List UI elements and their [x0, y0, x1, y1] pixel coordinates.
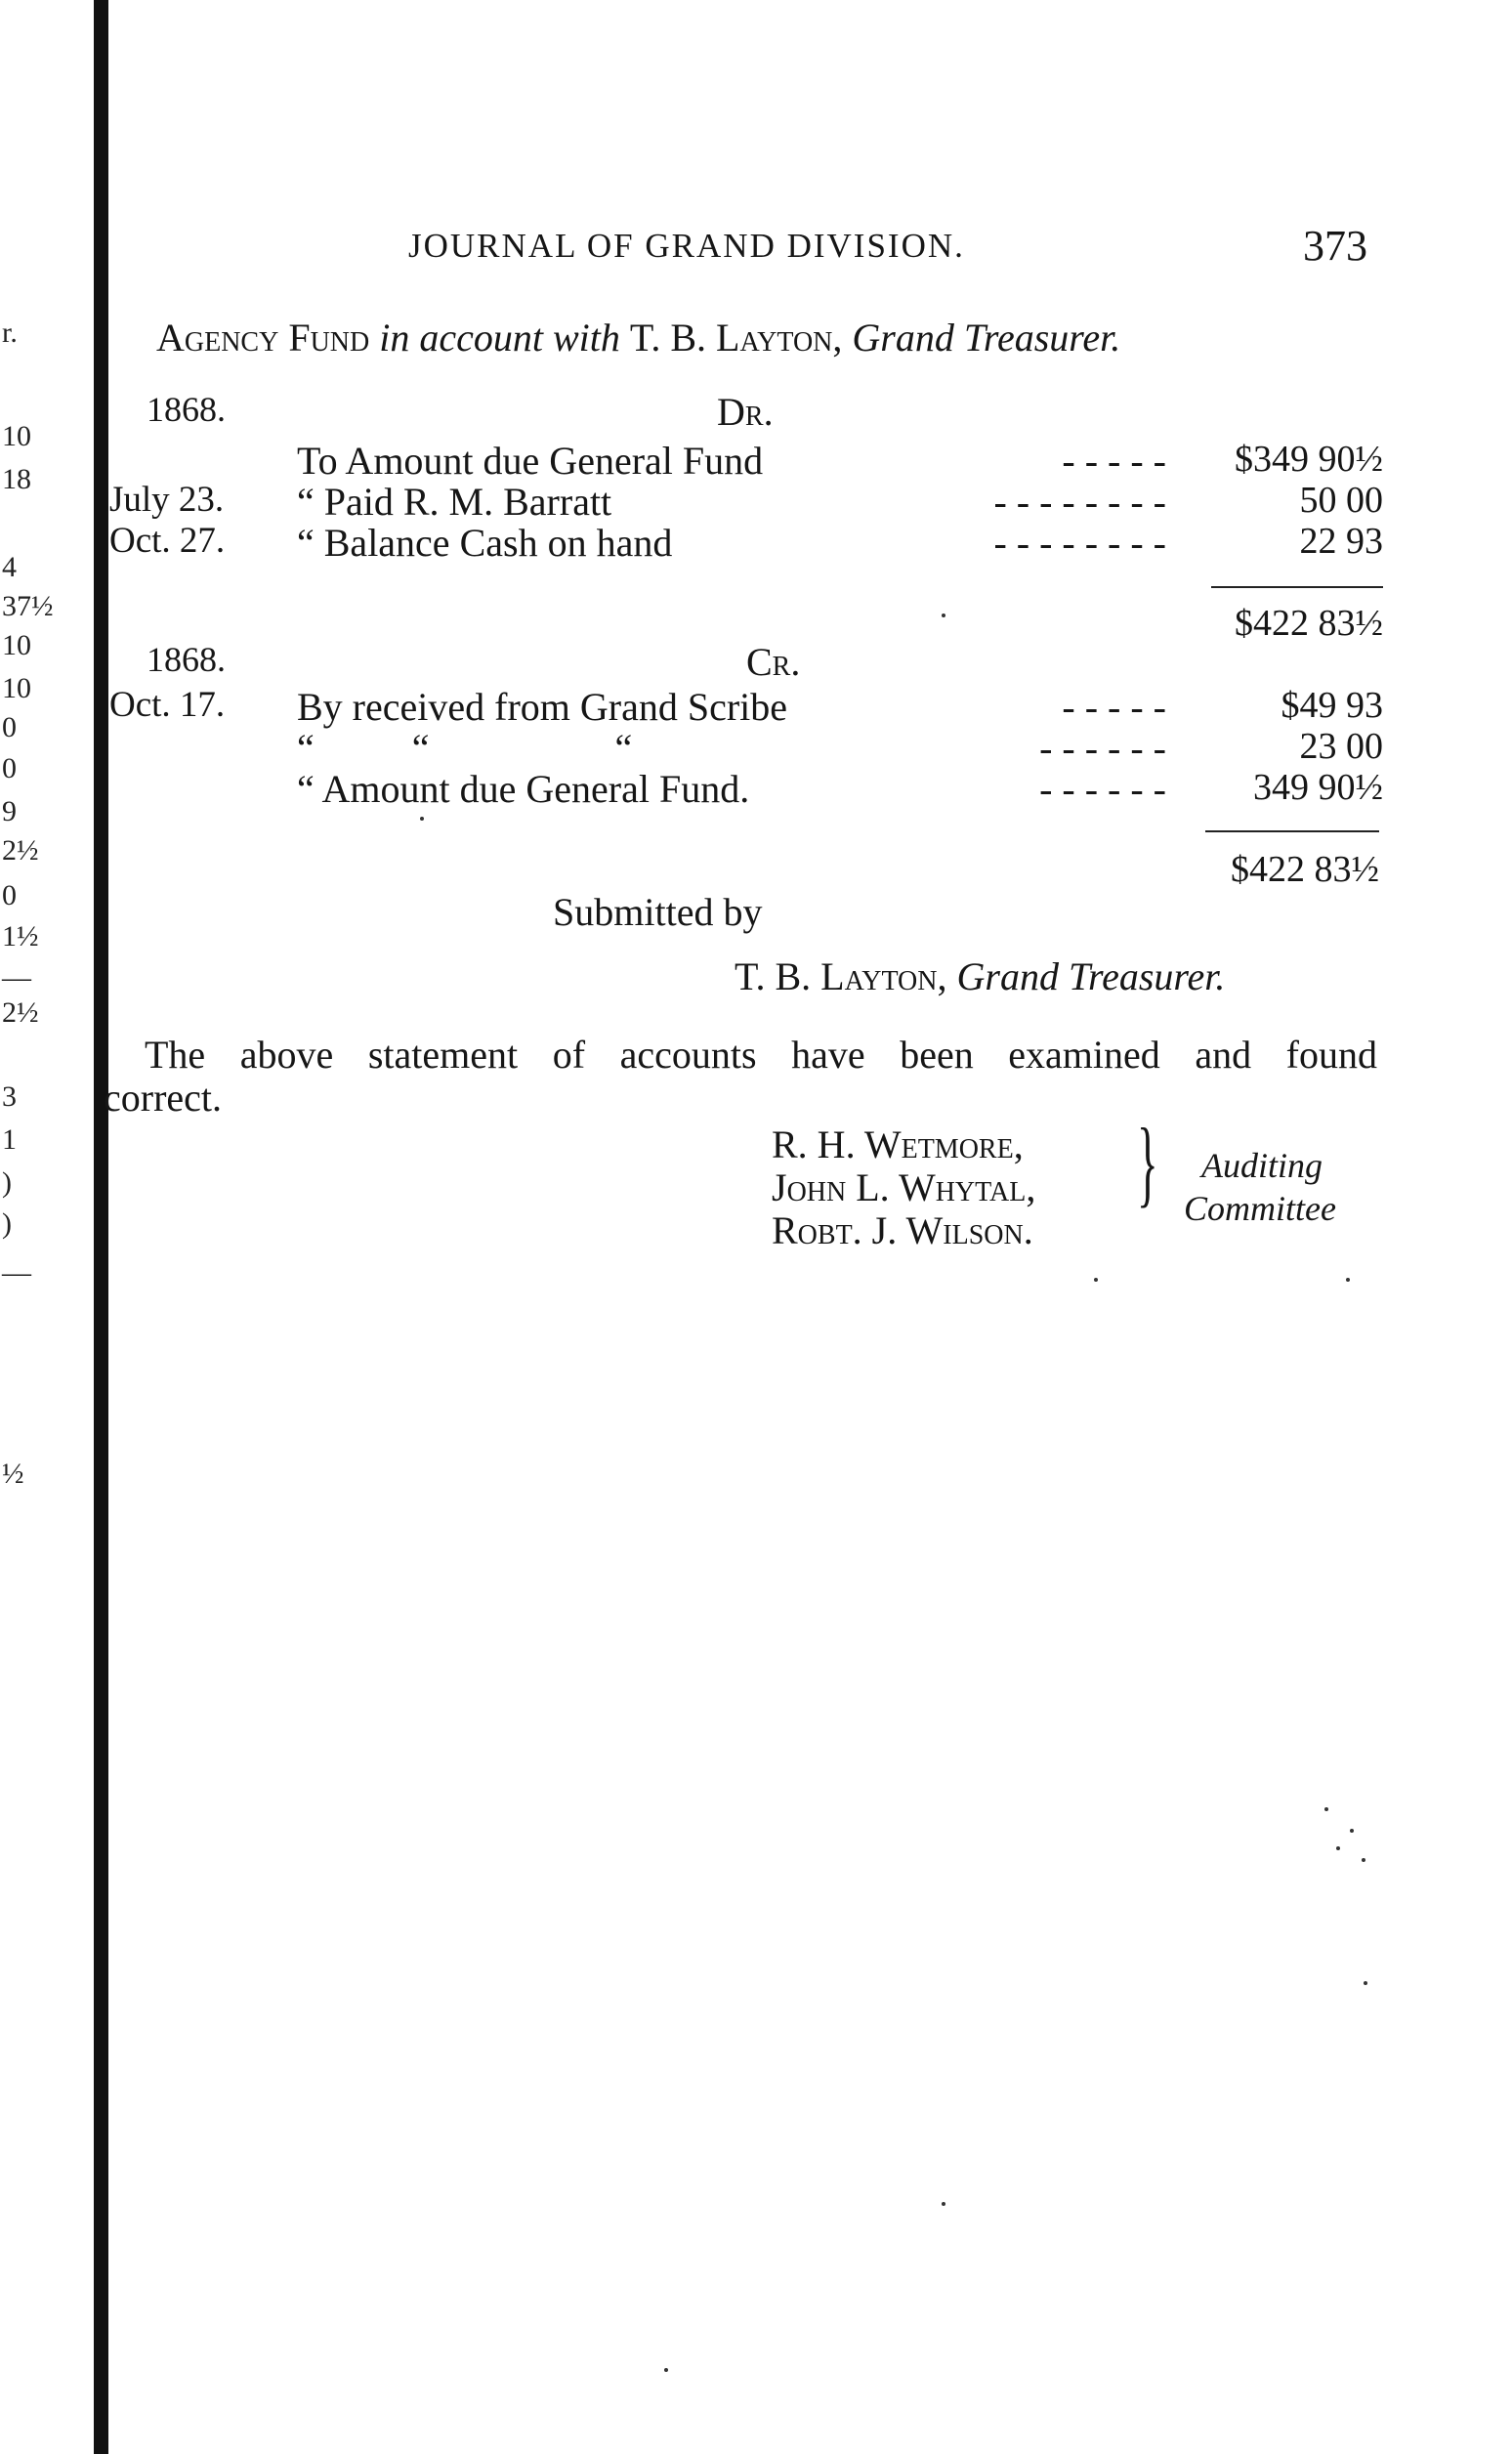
print-speck [420, 817, 424, 821]
margin-fragment: 9 [2, 795, 17, 827]
ledger-date: Oct. 27. [109, 521, 226, 561]
print-speck [1336, 1846, 1340, 1850]
margin-fragment: ½ [2, 1458, 24, 1490]
account-title [156, 315, 1120, 360]
ledger-date: Oct. 17. [109, 685, 226, 725]
margin-fragment: r. [2, 317, 18, 349]
margin-fragment: ) [2, 1207, 12, 1240]
debit-total-rule [1211, 586, 1383, 588]
committee-member-1: R. H. Wetmore, [772, 1122, 1024, 1166]
margin-fragment: — [2, 1256, 31, 1289]
print-speck [1094, 1278, 1098, 1282]
committee-member-3: Robt. J. Wilson. [772, 1208, 1033, 1252]
print-speck [1350, 1829, 1354, 1833]
ledger-leaders: - - - - - - [1039, 726, 1166, 770]
committee-label-2: Committee [1184, 1189, 1336, 1228]
debit-total: $422 83½ [1235, 603, 1383, 644]
ledger-leaders: - - - - - [1062, 685, 1166, 729]
page-binding-edge [94, 0, 108, 2454]
margin-fragment: 37½ [2, 590, 54, 622]
ledger-amount: $349 90½ [1235, 439, 1383, 480]
treasurer-role: Grand Treasurer. [956, 954, 1226, 998]
ledger-description: “ Balance Cash on hand [297, 521, 673, 565]
ledger-amount: 50 00 [1299, 480, 1383, 521]
statement-line-1: The above statement of accounts have been examined and found [145, 1033, 1377, 1077]
ledger-description: “ Paid R. M. Barratt [297, 480, 612, 524]
running-title: JOURNAL OF GRAND DIVISION. [408, 227, 965, 265]
ledger-leaders: - - - - - - - - [993, 480, 1166, 524]
ledger-description: By received from Grand Scribe [297, 685, 788, 729]
print-speck [942, 2202, 945, 2206]
margin-fragment: 18 [2, 463, 31, 495]
margin-fragment: 2½ [2, 834, 39, 867]
print-speck [942, 614, 945, 617]
ledger-description: “ “ “ [297, 726, 633, 770]
credit-heading: Cr. [746, 640, 801, 684]
account-title-mid: in account with [379, 316, 620, 360]
margin-fragment: 4 [2, 551, 17, 583]
margin-fragment: 10 [2, 672, 31, 704]
committee-brace: } [1137, 1108, 1158, 1216]
page-number: 373 [1303, 222, 1367, 270]
credit-total: $422 83½ [1231, 849, 1379, 890]
statement-line-2: correct. [104, 1076, 223, 1120]
ledger-description: “ Amount due General Fund. [297, 767, 750, 811]
ledger-leaders: - - - - - - - - [993, 521, 1166, 565]
margin-fragment: 2½ [2, 996, 39, 1029]
ledger-description: To Amount due General Fund [297, 439, 764, 483]
print-speck [664, 2368, 668, 2372]
margin-fragment: 0 [2, 752, 17, 784]
margin-fragment: 10 [2, 629, 31, 661]
margin-fragment: 3 [2, 1080, 17, 1113]
account-title-name: T. B. Layton, [629, 316, 843, 360]
margin-fragment: 1 [2, 1123, 17, 1156]
margin-fragment: 1½ [2, 920, 39, 952]
margin-fragment: 0 [2, 711, 17, 743]
ledger-amount: $49 93 [1281, 685, 1383, 726]
ledger-amount: 23 00 [1299, 726, 1383, 767]
treasurer-name: T. B. Layton, [735, 954, 947, 998]
debit-heading: Dr. [717, 390, 774, 434]
ledger-amount: 349 90½ [1253, 767, 1383, 808]
print-speck [1346, 1278, 1350, 1282]
credit-total-rule [1205, 830, 1379, 832]
committee-label-1: Auditing [1201, 1146, 1323, 1185]
ledger-leaders: - - - - - [1062, 439, 1166, 483]
account-title-fund: Agency Fund [156, 316, 370, 360]
margin-fragment: ) [2, 1166, 12, 1199]
print-speck [1362, 1858, 1365, 1862]
account-title-role: Grand Treasurer. [852, 316, 1121, 360]
print-speck [1324, 1807, 1328, 1811]
ledger-leaders: - - - - - - [1039, 767, 1166, 811]
margin-fragment: — [2, 961, 31, 994]
print-speck [1364, 1981, 1367, 1985]
debit-year: 1868. [147, 390, 226, 429]
submitted-signature [735, 953, 1225, 999]
margin-fragment: 0 [2, 879, 17, 911]
credit-year: 1868. [147, 640, 226, 679]
submitted-by-text: Submitted by [553, 890, 763, 934]
committee-member-2: John L. Whytal, [772, 1165, 1036, 1209]
margin-fragment: 10 [2, 420, 31, 452]
ledger-date: July 23. [109, 480, 225, 520]
ledger-amount: 22 93 [1299, 521, 1383, 562]
